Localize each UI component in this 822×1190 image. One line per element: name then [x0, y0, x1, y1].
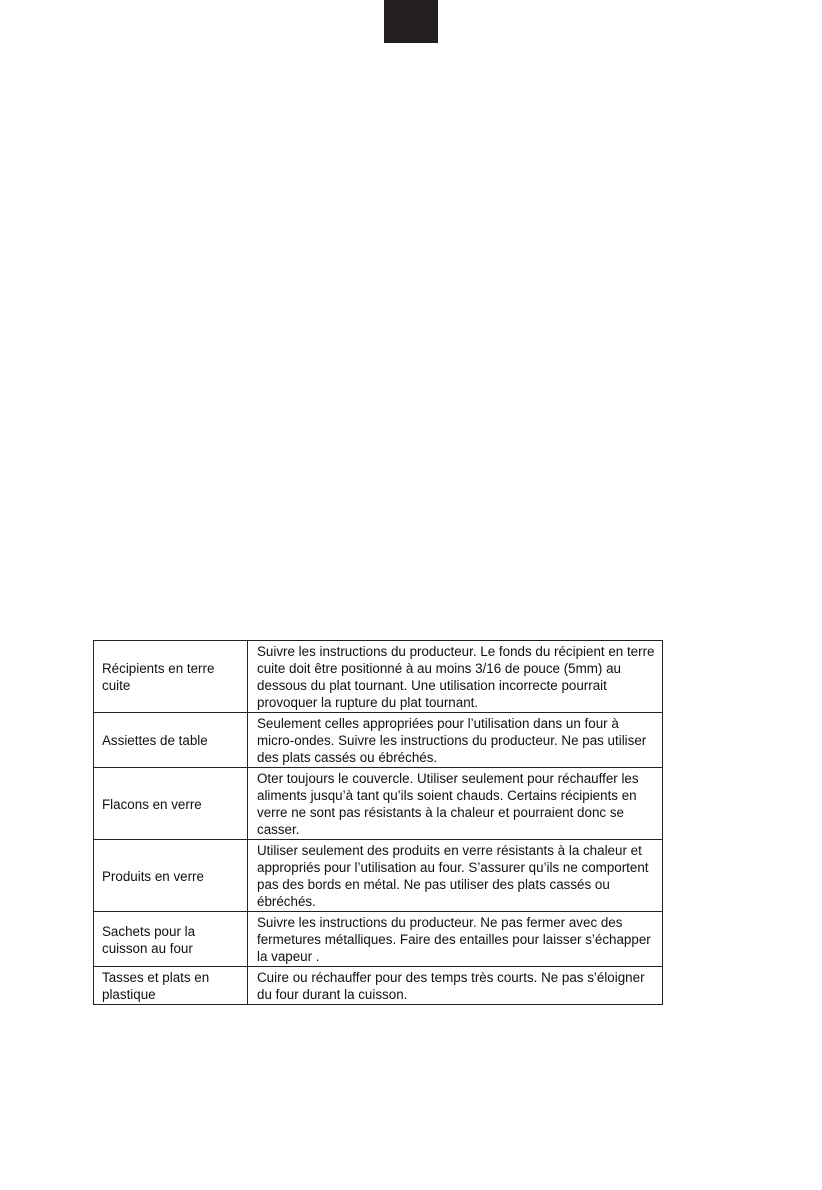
page-header-tab [384, 0, 438, 43]
container-note-cell: Utiliser seulement des produits en verre résistants à la chaleur et appropriés pour l’utilisation au four. S’assurer qu’ils ne comportent pas des bords en métal. Ne pas utiliser des plats cassés ou ébréchés. [248, 840, 663, 912]
table-row [94, 641, 663, 713]
microwave-container-table [93, 640, 663, 1005]
container-type-cell: Sachets pour la cuisson au four [94, 912, 248, 967]
table-row [94, 840, 663, 912]
table-row [94, 912, 663, 967]
container-note-cell: Cuire ou réchauffer pour des temps très courts. Ne pas s’éloigner du four durant la cuisson. [248, 967, 663, 1005]
container-type-cell: Récipients en terre cuite [94, 641, 248, 713]
container-type-cell: Assiettes de table [94, 713, 248, 768]
table-row [94, 713, 663, 768]
container-note-cell: Oter toujours le couvercle. Utiliser seulement pour réchauffer les aliments jusqu’à tant qu’ils soient chauds. Certains récipients en verre ne sont pas résistants à la chaleur et pourraient donc se casser. [248, 768, 663, 840]
container-note-cell: Seulement celles appropriées pour l’utilisation dans un four à micro-ondes. Suivre les instructions du producteur. Ne pas utiliser des plats cassés ou ébréchés. [248, 713, 663, 768]
container-type-cell: Produits en verre [94, 840, 248, 912]
container-note-cell: Suivre les instructions du producteur. Le fonds du récipient en terre cuite doit être positionné à au moins 3/16 de pouce (5mm) au dessous du plat tournant. Une utilisation incorrecte pourrait provoquer la rupture du plat tournant. [248, 641, 663, 713]
container-note-cell: Suivre les instructions du producteur. Ne pas fermer avec des fermetures métalliques. Faire des entailles pour laisser s’échapper la vapeur . [248, 912, 663, 967]
table-row [94, 967, 663, 1005]
container-type-cell: Tasses et plats en plastique [94, 967, 248, 1005]
container-type-cell: Flacons en verre [94, 768, 248, 840]
table-row [94, 768, 663, 840]
